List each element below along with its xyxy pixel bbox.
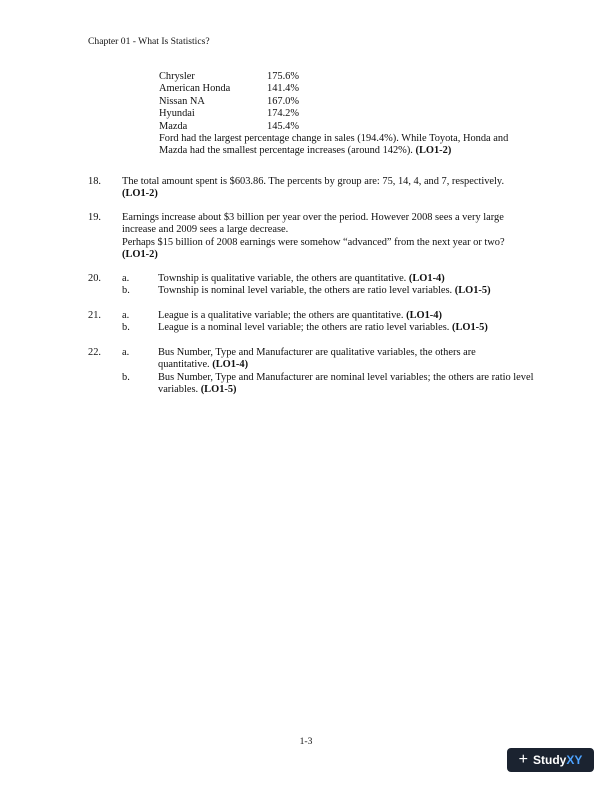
question-18: [88, 176, 548, 201]
part-letter: a.: [122, 310, 130, 321]
learning-objective: (LO1-5): [452, 322, 488, 334]
learning-objective: (LO1-4): [212, 359, 249, 371]
learning-objective: (LO1-4): [408, 273, 445, 284]
answer-part-b: [88, 372, 548, 397]
answer-part-b: [88, 322, 548, 334]
plus-icon: +: [518, 751, 528, 768]
answer-part-a: [88, 347, 548, 372]
part-letter: b.: [122, 371, 130, 383]
question-number: 20.: [88, 273, 101, 284]
part-letter: a.: [122, 273, 130, 284]
question-20: [88, 273, 548, 298]
table-row: [159, 108, 299, 120]
learning-objective: (LO1-2): [415, 145, 452, 157]
table-row: [159, 83, 299, 95]
make-value: 145.4%: [267, 120, 300, 132]
answer-text: Township is nominal level variable, the others are ratio level variables.: [158, 285, 453, 297]
page-header: Chapter 01 - What Is Statistics?: [88, 36, 210, 47]
make-value: 167.0%: [267, 95, 300, 107]
question-number: 21.: [88, 310, 101, 321]
question-21: [88, 310, 548, 335]
question-number: 22.: [88, 347, 101, 358]
answer-part-a: [88, 273, 548, 285]
part-letter: a.: [122, 347, 130, 358]
brand-name: StudyXY: [532, 752, 583, 767]
answer-text: Perhaps $15 billion of 2008 earnings were somehow “advanced” from the next year or two?: [122, 236, 505, 248]
make-name: American Honda: [159, 83, 231, 95]
sales-note-text: Ford had the largest percentage change in sales (194.4%). While Toyota, Honda and Mazda had the smallest percentage increases (around 142%).: [159, 133, 509, 157]
table-row: [159, 96, 299, 108]
learning-objective: (LO1-4): [406, 310, 442, 321]
answer-text: League is a qualitative variable; the others are quantitative.: [158, 310, 404, 321]
learning-objective: (LO1-5): [200, 384, 237, 396]
answer-part-a: [88, 310, 548, 322]
studyxy-badge[interactable]: [507, 748, 594, 772]
question-22: [88, 347, 548, 397]
answer-text: League is a nominal level variable; the others are ratio level variables.: [158, 322, 450, 334]
table-row: [159, 121, 299, 133]
answer-text: The total amount spent is $603.86. The percents by group are: 75, 14, 4, and 7, respectively.: [122, 176, 505, 187]
answer-part-b: [88, 285, 548, 297]
make-name: Nissan NA: [159, 95, 205, 107]
question-number: 18.: [88, 176, 101, 187]
part-letter: b.: [122, 285, 130, 297]
answer-text: Bus Number, Type and Manufacturer are nominal level variables; the others are ratio level variables.: [158, 371, 534, 396]
make-value: 141.4%: [267, 83, 300, 95]
answer-text: Earnings increase about $3 billion per year over the period. However 2008 sees a very large increase and 2009 sees a large decrease.: [122, 212, 504, 236]
answer-text: Township is qualitative variable, the others are quantitative.: [158, 273, 407, 284]
make-name: Mazda: [159, 120, 188, 132]
table-row: [159, 71, 299, 83]
make-name: Hyundai: [159, 108, 195, 120]
make-value: 175.6%: [267, 71, 300, 82]
answer-text: Bus Number, Type and Manufacturer are qualitative variables, the others are quantitative.: [158, 347, 476, 371]
question-19: [88, 212, 548, 262]
question-number: 19.: [88, 212, 101, 223]
make-value: 174.2%: [267, 108, 300, 120]
part-letter: b.: [122, 322, 130, 334]
make-name: Chrysler: [159, 71, 195, 82]
sales-note: [159, 133, 539, 158]
learning-objective: (LO1-5): [454, 285, 491, 297]
learning-objective: (LO1-2): [122, 188, 158, 200]
page-number: 1-3: [299, 736, 313, 747]
learning-objective: (LO1-2): [122, 249, 158, 261]
sales-change-table: [159, 71, 299, 133]
